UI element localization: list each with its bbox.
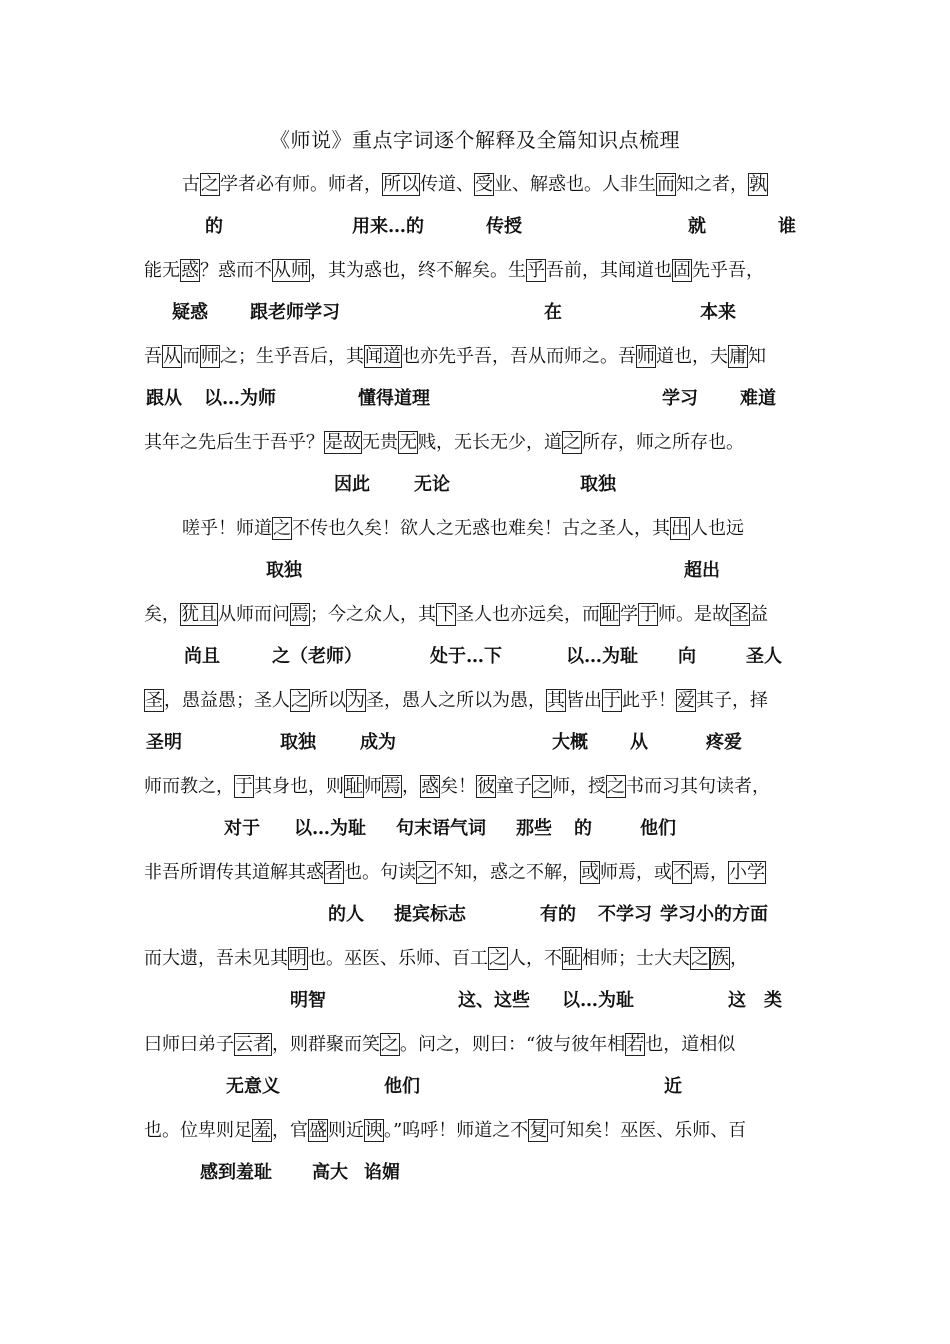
gloss-annotation: 圣人 bbox=[746, 646, 782, 667]
boxed-key-word: 其 bbox=[547, 690, 565, 711]
gloss-annotation: 以…为师 bbox=[204, 388, 276, 409]
boxed-key-word: 于 bbox=[639, 604, 657, 625]
gloss-annotation: 疑惑 bbox=[172, 302, 208, 323]
boxed-key-word: 无 bbox=[399, 432, 417, 453]
gloss-annotation: 从 bbox=[630, 732, 648, 753]
text-segment: 从师而问 bbox=[218, 604, 290, 625]
boxed-key-word: 是故 bbox=[325, 432, 361, 453]
boxed-key-word: 之 bbox=[291, 690, 309, 711]
text-line bbox=[144, 946, 814, 972]
text-segment: 矣， bbox=[144, 604, 180, 625]
text-segment: 此乎！ bbox=[622, 690, 676, 711]
text-segment: ，愚益愚；圣人 bbox=[164, 690, 290, 711]
boxed-key-word: 受 bbox=[475, 174, 493, 195]
boxed-key-word: 耻 bbox=[601, 604, 619, 625]
text-segment: 皆出 bbox=[566, 690, 602, 711]
text-segment: 能无 bbox=[144, 260, 180, 281]
boxed-key-word: 之 bbox=[607, 776, 625, 797]
boxed-key-word: 或 bbox=[581, 862, 599, 883]
boxed-key-word: 耻 bbox=[345, 776, 363, 797]
text-line bbox=[144, 1032, 814, 1058]
text-segment: 圣，愚人之所以为愚， bbox=[366, 690, 546, 711]
text-segment: 而大遗，吾未见其 bbox=[144, 948, 288, 969]
gloss-line bbox=[0, 300, 950, 326]
text-segment: 也亦先乎吾，吾从而师之。吾 bbox=[402, 346, 636, 367]
boxed-key-word: 师 bbox=[201, 346, 219, 367]
text-segment: 圣人也亦远矣，而 bbox=[456, 604, 600, 625]
text-segment: 嗟乎！师道 bbox=[182, 518, 272, 539]
text-segment: 非吾所谓传其道解其惑 bbox=[144, 862, 324, 883]
boxed-key-word: 谀 bbox=[365, 1120, 383, 1141]
text-segment: 古 bbox=[182, 174, 200, 195]
text-segment: 学 bbox=[620, 604, 638, 625]
text-segment: 吾 bbox=[144, 346, 162, 367]
text-segment: 。问之，则曰：“彼与彼年相 bbox=[400, 1034, 626, 1055]
text-line bbox=[144, 258, 814, 284]
gloss-line bbox=[0, 1160, 950, 1186]
text-segment: 人，不 bbox=[508, 948, 562, 969]
gloss-annotation: 谄媚 bbox=[364, 1162, 400, 1183]
text-segment: ， bbox=[730, 948, 748, 969]
gloss-annotation: 本来 bbox=[700, 302, 736, 323]
boxed-key-word: 固 bbox=[673, 260, 691, 281]
boxed-key-word: 下 bbox=[437, 604, 455, 625]
boxed-key-word: 之 bbox=[273, 518, 291, 539]
text-segment: 矣！ bbox=[440, 776, 476, 797]
boxed-key-word: 而 bbox=[657, 174, 675, 195]
boxed-key-word: 从师 bbox=[273, 260, 309, 281]
text-segment: 可知矣！巫医、乐师、百 bbox=[548, 1120, 747, 1141]
gloss-annotation: 的人 bbox=[328, 904, 364, 925]
text-segment: 吾前，其闻道也 bbox=[546, 260, 672, 281]
gloss-annotation: 超出 bbox=[684, 560, 720, 581]
gloss-annotation: 处于…下 bbox=[430, 646, 502, 667]
gloss-annotation: 无论 bbox=[414, 474, 450, 495]
gloss-annotation: 他们 bbox=[640, 818, 676, 839]
boxed-key-word: 于 bbox=[235, 776, 253, 797]
text-segment: 师 bbox=[364, 776, 382, 797]
boxed-key-word: 乎 bbox=[527, 260, 545, 281]
gloss-annotation: 取独 bbox=[266, 560, 302, 581]
gloss-annotation: 就 bbox=[688, 216, 706, 237]
gloss-annotation: 不学习 bbox=[598, 904, 652, 925]
boxed-key-word: 族 bbox=[711, 948, 729, 969]
gloss-annotation: 以…为耻 bbox=[294, 818, 366, 839]
text-segment: 其子，择 bbox=[696, 690, 768, 711]
boxed-key-word: 惑 bbox=[181, 260, 199, 281]
boxed-key-word: 盛 bbox=[309, 1120, 327, 1141]
gloss-annotation: 传授 bbox=[486, 216, 522, 237]
text-segment: 。”呜呼！师道之不 bbox=[384, 1120, 529, 1141]
text-segment: 师而教之， bbox=[144, 776, 234, 797]
gloss-annotation: 圣明 bbox=[146, 732, 182, 753]
text-segment: 人也远 bbox=[690, 518, 744, 539]
document-title: 《师说》重点字词逐个解释及全篇知识点梳理 bbox=[270, 128, 680, 152]
gloss-annotation: 提宾标志 bbox=[394, 904, 466, 925]
text-segment: ，其为惑也，终不解矣。生 bbox=[310, 260, 526, 281]
gloss-annotation: 尚且 bbox=[184, 646, 220, 667]
boxed-key-word: 孰 bbox=[749, 174, 767, 195]
gloss-annotation: 句末语气词 bbox=[396, 818, 486, 839]
gloss-line bbox=[0, 558, 950, 584]
boxed-key-word: 闻道 bbox=[365, 346, 401, 367]
text-segment: ，则群聚而笑 bbox=[272, 1034, 380, 1055]
boxed-key-word: 之 bbox=[201, 174, 219, 195]
text-segment: 也，道相似 bbox=[645, 1034, 736, 1055]
boxed-key-word: 明 bbox=[289, 948, 307, 969]
text-segment: 则近 bbox=[328, 1120, 364, 1141]
text-segment: 焉， bbox=[692, 862, 728, 883]
gloss-annotation: 谁 bbox=[778, 216, 796, 237]
boxed-key-word: 不 bbox=[673, 862, 691, 883]
gloss-annotation: 难道 bbox=[740, 388, 776, 409]
boxed-key-word: 于 bbox=[603, 690, 621, 711]
text-segment: 而 bbox=[182, 346, 200, 367]
text-line bbox=[182, 172, 852, 198]
boxed-key-word: 复 bbox=[529, 1120, 548, 1141]
boxed-key-word: 之 bbox=[533, 776, 551, 797]
gloss-annotation: 之（老师） bbox=[272, 646, 362, 667]
text-segment: 无贵 bbox=[362, 432, 398, 453]
gloss-line bbox=[0, 988, 950, 1014]
gloss-annotation: 用来…的 bbox=[352, 216, 424, 237]
gloss-annotation: 学习小的方面 bbox=[660, 904, 768, 925]
gloss-annotation: 疼爱 bbox=[706, 732, 742, 753]
text-segment: ， bbox=[402, 776, 420, 797]
gloss-annotation: 这 bbox=[728, 990, 746, 1011]
gloss-annotation: 跟从 bbox=[146, 388, 182, 409]
boxed-key-word: 爱 bbox=[677, 690, 695, 711]
text-segment: 贱，无长无少，道 bbox=[418, 432, 562, 453]
text-segment: ，官 bbox=[272, 1120, 308, 1141]
text-segment: 不知，惑之不解， bbox=[436, 862, 580, 883]
text-segment: 道也，夫 bbox=[656, 346, 728, 367]
boxed-key-word: 焉 bbox=[291, 604, 309, 625]
boxed-key-word: 之 bbox=[489, 948, 507, 969]
text-segment: 知之者， bbox=[676, 174, 748, 195]
boxed-key-word: 者 bbox=[325, 862, 343, 883]
gloss-annotation: 学习 bbox=[662, 388, 698, 409]
boxed-key-word: 小学 bbox=[729, 862, 765, 883]
text-segment: 师，授 bbox=[552, 776, 606, 797]
text-segment: 师。是故 bbox=[658, 604, 730, 625]
boxed-key-word: 犹且 bbox=[181, 604, 217, 625]
text-line bbox=[144, 860, 814, 886]
text-segment: 相师；士大夫 bbox=[582, 948, 690, 969]
gloss-annotation: 成为 bbox=[360, 732, 396, 753]
gloss-line bbox=[0, 730, 950, 756]
boxed-key-word: 从 bbox=[163, 346, 181, 367]
text-line bbox=[182, 516, 852, 542]
gloss-annotation: 对于 bbox=[224, 818, 260, 839]
gloss-annotation: 大概 bbox=[552, 732, 588, 753]
text-line bbox=[144, 688, 814, 714]
text-segment: 先乎吾， bbox=[692, 260, 764, 281]
gloss-annotation: 在 bbox=[544, 302, 562, 323]
boxed-key-word: 羞 bbox=[253, 1120, 271, 1141]
text-segment: 也。位卑则足 bbox=[144, 1120, 252, 1141]
gloss-annotation: 以…为耻 bbox=[566, 646, 638, 667]
text-segment: 所以 bbox=[310, 690, 346, 711]
gloss-annotation: 取独 bbox=[580, 474, 616, 495]
gloss-line bbox=[0, 1074, 950, 1100]
boxed-key-word: 云者 bbox=[235, 1034, 271, 1055]
gloss-annotation: 以…为耻 bbox=[562, 990, 634, 1011]
boxed-key-word: 之 bbox=[417, 862, 435, 883]
text-segment: 也。句读 bbox=[344, 862, 416, 883]
gloss-line bbox=[0, 386, 950, 412]
boxed-key-word: 师 bbox=[637, 346, 655, 367]
gloss-line bbox=[0, 472, 950, 498]
gloss-line bbox=[0, 902, 950, 928]
text-segment: 传道、 bbox=[420, 174, 474, 195]
gloss-annotation: 感到羞耻 bbox=[200, 1162, 272, 1183]
gloss-annotation: 有的 bbox=[540, 904, 576, 925]
gloss-annotation: 跟老师学习 bbox=[250, 302, 340, 323]
text-line bbox=[144, 1118, 814, 1144]
gloss-annotation: 懂得道理 bbox=[358, 388, 430, 409]
text-segment: 书而习其句读者， bbox=[626, 776, 770, 797]
gloss-annotation: 无意义 bbox=[226, 1076, 280, 1097]
text-segment: 师焉，或 bbox=[600, 862, 672, 883]
text-segment: 其身也，则 bbox=[254, 776, 344, 797]
boxed-key-word: 耻 bbox=[563, 948, 581, 969]
boxed-key-word: 之 bbox=[563, 432, 581, 453]
gloss-annotation: 类 bbox=[764, 990, 782, 1011]
text-segment: 学者必有师。师者， bbox=[220, 174, 382, 195]
text-segment: 知 bbox=[748, 346, 766, 367]
boxed-key-word: 圣 bbox=[731, 604, 749, 625]
text-segment: ？惑而不 bbox=[200, 260, 272, 281]
gloss-line bbox=[0, 644, 950, 670]
boxed-key-word: 之 bbox=[691, 948, 709, 969]
boxed-key-word: 之 bbox=[381, 1034, 399, 1055]
text-segment: 之；生乎吾后，其 bbox=[220, 346, 364, 367]
boxed-key-word: 出 bbox=[671, 518, 689, 539]
gloss-annotation: 的 bbox=[574, 818, 592, 839]
text-segment: 童子 bbox=[496, 776, 532, 797]
gloss-annotation: 近 bbox=[664, 1076, 682, 1097]
boxed-key-word: 惑 bbox=[421, 776, 439, 797]
gloss-annotation: 明智 bbox=[290, 990, 326, 1011]
text-segment: 曰师曰弟子 bbox=[144, 1034, 234, 1055]
text-line bbox=[144, 430, 814, 456]
gloss-annotation: 因此 bbox=[334, 474, 370, 495]
text-line bbox=[144, 602, 814, 628]
gloss-annotation: 这、这些 bbox=[458, 990, 530, 1011]
boxed-key-word: 彼 bbox=[477, 776, 495, 797]
boxed-key-word: 圣 bbox=[145, 690, 163, 711]
gloss-annotation: 取独 bbox=[280, 732, 316, 753]
text-line bbox=[144, 344, 814, 370]
gloss-line bbox=[0, 816, 950, 842]
text-segment: 不传也久矣！欲人之无惑也难矣！古之圣人，其 bbox=[292, 518, 670, 539]
boxed-key-word: 庸 bbox=[729, 346, 747, 367]
text-segment: 其年之先后生于吾乎？ bbox=[144, 432, 324, 453]
text-segment: 业、解惑也。人非生 bbox=[494, 174, 656, 195]
gloss-annotation: 高大 bbox=[312, 1162, 348, 1183]
boxed-key-word: 焉 bbox=[383, 776, 401, 797]
gloss-annotation: 向 bbox=[678, 646, 696, 667]
boxed-key-word: 所以 bbox=[383, 174, 419, 195]
text-segment: 益 bbox=[750, 604, 768, 625]
text-segment: ；今之众人，其 bbox=[310, 604, 436, 625]
text-segment: 也。巫医、乐师、百工 bbox=[308, 948, 488, 969]
gloss-annotation: 他们 bbox=[384, 1076, 420, 1097]
text-segment: 所存，师之所存也。 bbox=[582, 432, 744, 453]
boxed-key-word: 若 bbox=[626, 1034, 645, 1055]
gloss-line bbox=[0, 214, 950, 240]
text-line bbox=[144, 774, 814, 800]
boxed-key-word: 为 bbox=[347, 690, 365, 711]
gloss-annotation: 的 bbox=[205, 216, 223, 237]
gloss-annotation: 那些 bbox=[516, 818, 552, 839]
